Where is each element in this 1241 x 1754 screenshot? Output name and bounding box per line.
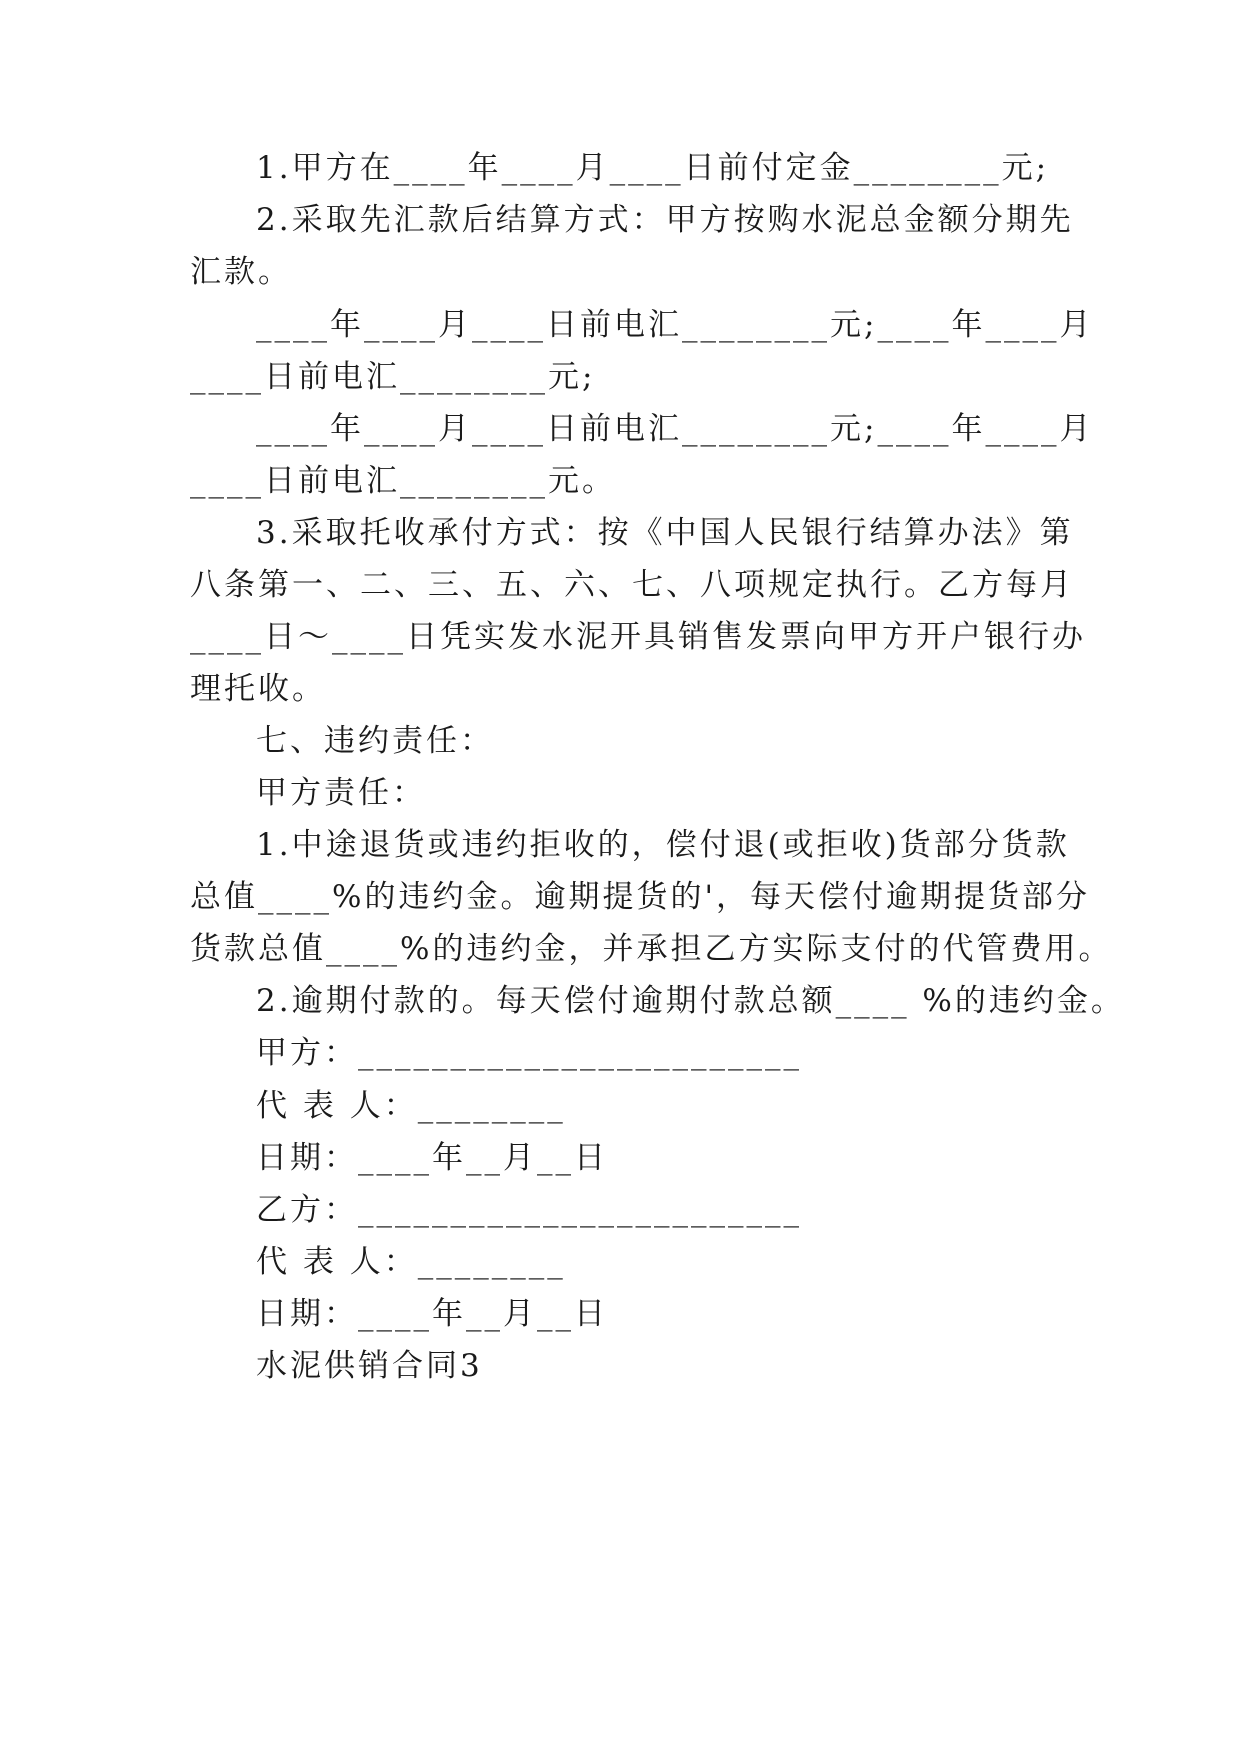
party-a-signature: 甲方：________________________ [256,1035,802,1071]
party-a-representative: 代 表 人：________ [256,1088,566,1124]
remit-schedule-2-line-2: ____日前电汇________元。 [190,463,616,499]
section-heading-liability: 七、违约责任： [256,723,494,759]
clause-3-line-3: ____日～____日凭实发水泥开具销售发票向甲方开户银行办 [190,619,1086,655]
party-a-date: 日期：____年__月__日 [256,1140,608,1176]
liability-2: 2.逾期付款的。每天偿付逾期付款总额____ %的违约金。 [256,983,1125,1019]
clause-2-line-2: 汇款。 [190,254,292,290]
remit-schedule-2-line-1: ____年____月____日前电汇________元;____年____月 [256,411,1094,447]
liability-1-line-2: 总值____%的违约金。逾期提货的'，每天偿付逾期提货部分 [190,879,1090,915]
party-b-signature: 乙方：________________________ [256,1192,802,1228]
clause-3-line-4: 理托收。 [190,671,326,707]
party-a-liability-heading: 甲方责任： [256,775,426,811]
clause-3-line-1: 3.采取托收承付方式：按《中国人民银行结算办法》第 [256,515,1074,551]
clause-3-line-2: 八条第一、二、三、五、六、七、八项规定执行。乙方每月 [190,567,1074,603]
remit-schedule-1-line-1: ____年____月____日前电汇________元;____年____月 [256,307,1094,343]
party-b-representative: 代 表 人：________ [256,1244,566,1280]
liability-1-line-3: 货款总值____%的违约金，并承担乙方实际支付的代管费用。 [190,931,1113,967]
clause-1-deposit: 1.甲方在____年____月____日前付定金________元; [256,150,1050,186]
remit-schedule-1-line-2: ____日前电汇________元; [190,359,596,395]
clause-2-line-1: 2.采取先汇款后结算方式：甲方按购水泥总金额分期先 [256,202,1074,238]
party-b-date: 日期：____年__月__日 [256,1296,608,1332]
next-contract-title: 水泥供销合同3 [256,1348,483,1384]
liability-1-line-1: 1.中途退货或违约拒收的，偿付退(或拒收)货部分货款 [256,827,1070,863]
